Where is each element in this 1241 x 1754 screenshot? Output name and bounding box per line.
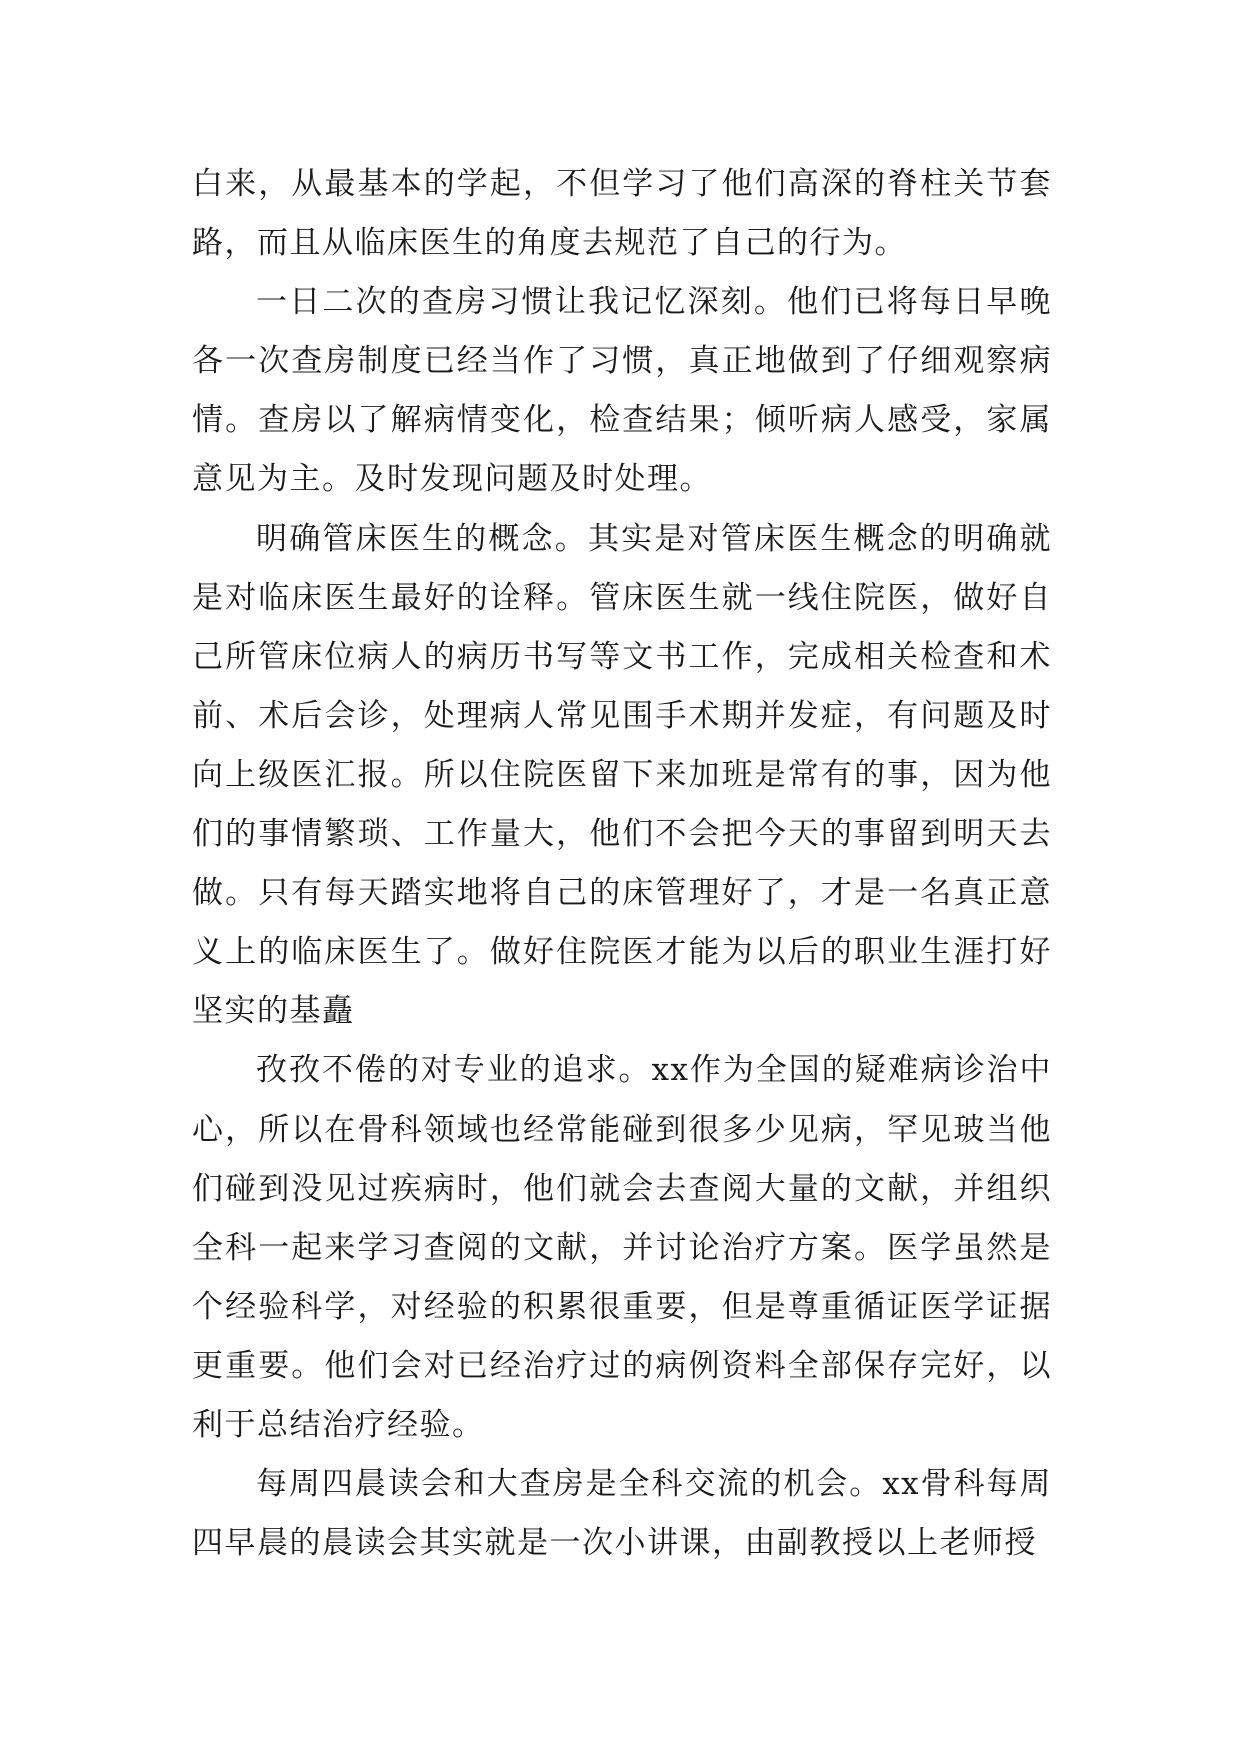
paragraph: 每周四晨读会和大查房是全科交流的机会。xx骨科每周四早晨的晨读会其实就是一次小讲课，由副教授以上老师授 xyxy=(192,1466,1052,1562)
paragraph: 一日二次的查房习惯让我记忆深刻。他们已将每日早晚各一次查房制度已经当作了习惯，真正地做到了仔细观察病情。查房以了解病情变化，检查结果；倾听病人感受，家属意见为主。及时发现问题及时处理。 xyxy=(192,284,1052,498)
paragraph: 明确管床医生的概念。其实是对管床医生概念的明确就是对临床医生最好的诠释。管床医生就一线住院医，做好自己所管床位病人的病历书写等文书工作，完成相关检查和术前、术后会诊，处理病人常见围手术期并发症，有问题及时向上级医汇报。所以住院医留下来加班是常有的事，因为他们的事情繁琐、工作量大，他们不会把今天的事留到明天去做。只有每天踏实地将自己的床管理好了，才是一名真正意义上的临床医生了。做好住院医才能为以后的职业生涯打好坚实的基矗 xyxy=(192,520,1052,1030)
paragraph: 孜孜不倦的对专业的追求。xx作为全国的疑难病诊治中心，所以在骨科领域也经常能碰到很多少见病，罕见玻当他们碰到没见过疾病时，他们就会去查阅大量的文献，并组织全科一起来学习查阅的文献，并讨论治疗方案。医学虽然是个经验科学，对经验的积累很重要，但是尊重循证医学证据更重要。他们会对已经治疗过的病例资料全部保存完好，以利于总结治疗经验。 xyxy=(192,1052,1052,1443)
paragraph: 白来，从最基本的学起，不但学习了他们高深的脊柱关节套路，而且从临床医生的角度去规范了自己的行为。 xyxy=(192,166,1052,262)
document-body xyxy=(192,155,1052,1573)
